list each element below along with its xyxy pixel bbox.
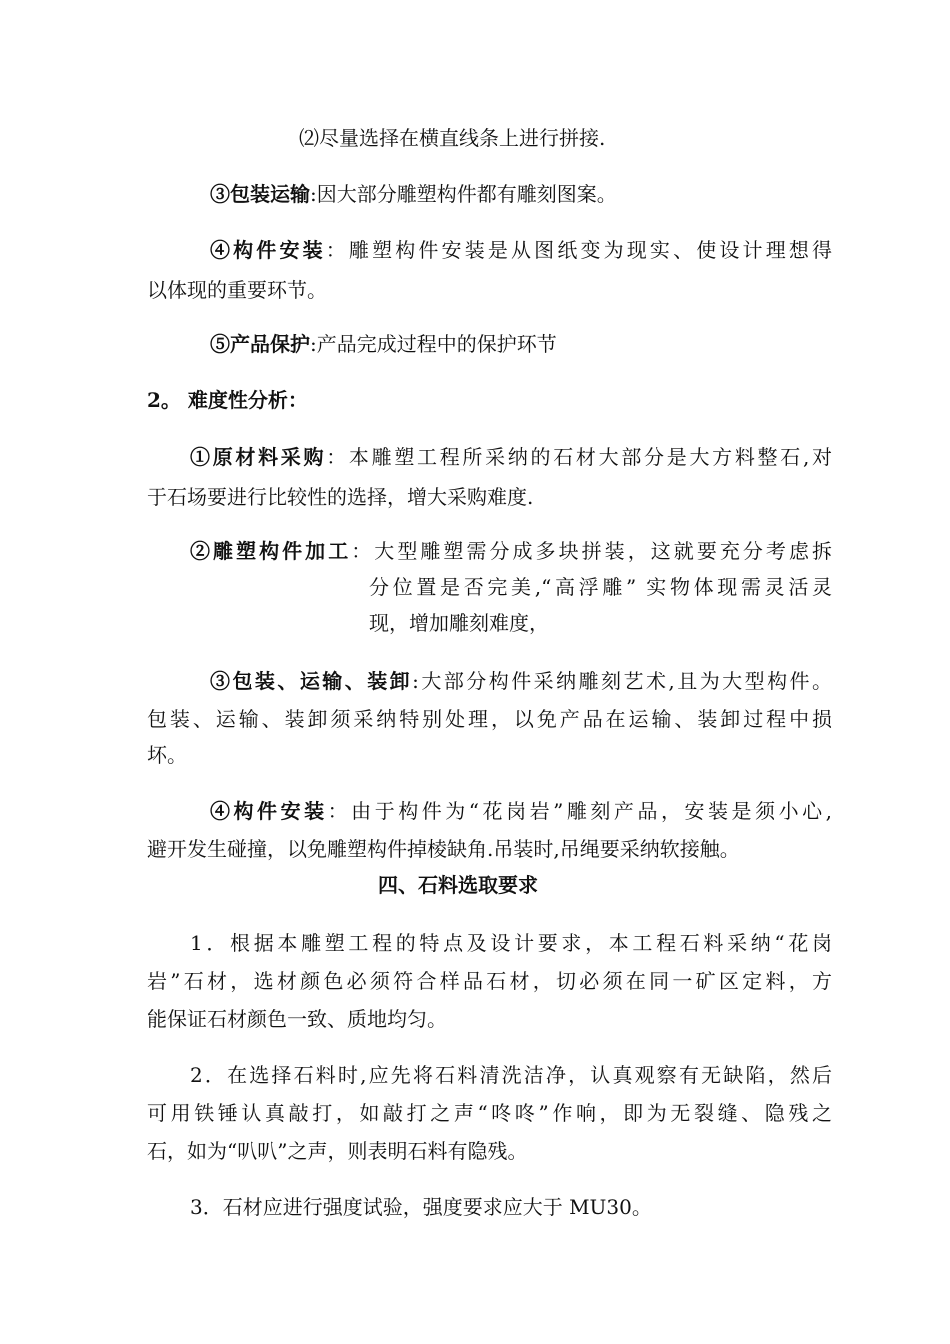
line-text: ：由于构件为“花岗岩”雕刻产品，安装是须小心, (327, 799, 833, 823)
line-text: :大部分构件采纳雕刻艺术,且为大型构件。 (412, 669, 832, 693)
paragraph-line: 3．石材应进行强度试验，强度要求应大于 MU30。 (190, 1195, 652, 1219)
paragraph-line: 包装、运输、装卸须采纳特别处理，以免产品在运输、装卸过程中损 (147, 707, 832, 731)
paragraph-line: 石，如为“叭叭”之声，则表明石料有隐残。 (147, 1139, 528, 1163)
paragraph-line: ⑵尽量选择在横直线条上进行拼接. (299, 126, 606, 150)
line-text: :产品完成过程中的保护环节 (310, 332, 557, 356)
line-text: :因大部分雕塑构件都有雕刻图案。 (310, 182, 617, 206)
inline-heading: ③包装运输 (210, 182, 310, 206)
inline-heading: ③包装、运输、装卸 (210, 669, 413, 693)
paragraph-line (210, 177, 617, 211)
paragraph-line (210, 327, 557, 361)
section-heading: 四、石料选取要求 (378, 873, 538, 897)
inline-heading: ④构件安装 (210, 238, 326, 262)
paragraph-line (210, 664, 832, 698)
inline-heading: ②雕塑构件加工 (190, 539, 352, 563)
paragraph-line: 现，增加雕刻难度， (369, 611, 549, 635)
line-text: ：雕塑构件安装是从图纸变为现实、使设计理想得 (325, 238, 833, 262)
paragraph-line: 于石场要进行比较性的选择，增大采购难度. (147, 485, 534, 509)
paragraph-line: 以体现的重要环节。 (147, 278, 327, 302)
paragraph-line: 坏。 (147, 743, 187, 767)
paragraph-line: 避开发生碰撞，以免雕塑构件掉棱缺角.吊装时,吊绳要采纳软接触。 (147, 837, 740, 861)
paragraph-line (210, 794, 832, 828)
inline-heading: ⑤产品保护 (210, 332, 310, 356)
paragraph-line: 分位置是否完美,“高浮雕” 实物体现需灵活灵 (369, 575, 832, 599)
paragraph-line (190, 534, 832, 568)
paragraph-line: 能保证石材颜色一致、质地均匀。 (147, 1007, 447, 1031)
paragraph-line: 2．在选择石料时,应先将石料清洗洁净，认真观察有无缺陷，然后 (190, 1063, 832, 1087)
paragraph-line (190, 440, 832, 474)
section-heading: 2。 难度性分析： (147, 388, 308, 412)
line-text: ：本雕塑工程所采纳的石材大部分是大方料整石,对 (326, 445, 833, 469)
paragraph-line: 可用铁锤认真敲打，如敲打之声“咚咚”作响，即为无裂缝、隐残之 (147, 1101, 832, 1125)
paragraph-line: 1．根据本雕塑工程的特点及设计要求，本工程石料采纳“花岗 (190, 931, 832, 955)
paragraph-line (210, 233, 832, 267)
paragraph-line: 岩”石材，选材颜色必须符合样品石材，切必须在同一矿区定料，方 (147, 969, 832, 993)
line-text: ：大型雕塑需分成多块拼装，这就要充分考虑拆 (351, 539, 833, 563)
inline-heading: ①原材料采购 (190, 445, 327, 469)
inline-heading: ④构件安装 (210, 799, 328, 823)
